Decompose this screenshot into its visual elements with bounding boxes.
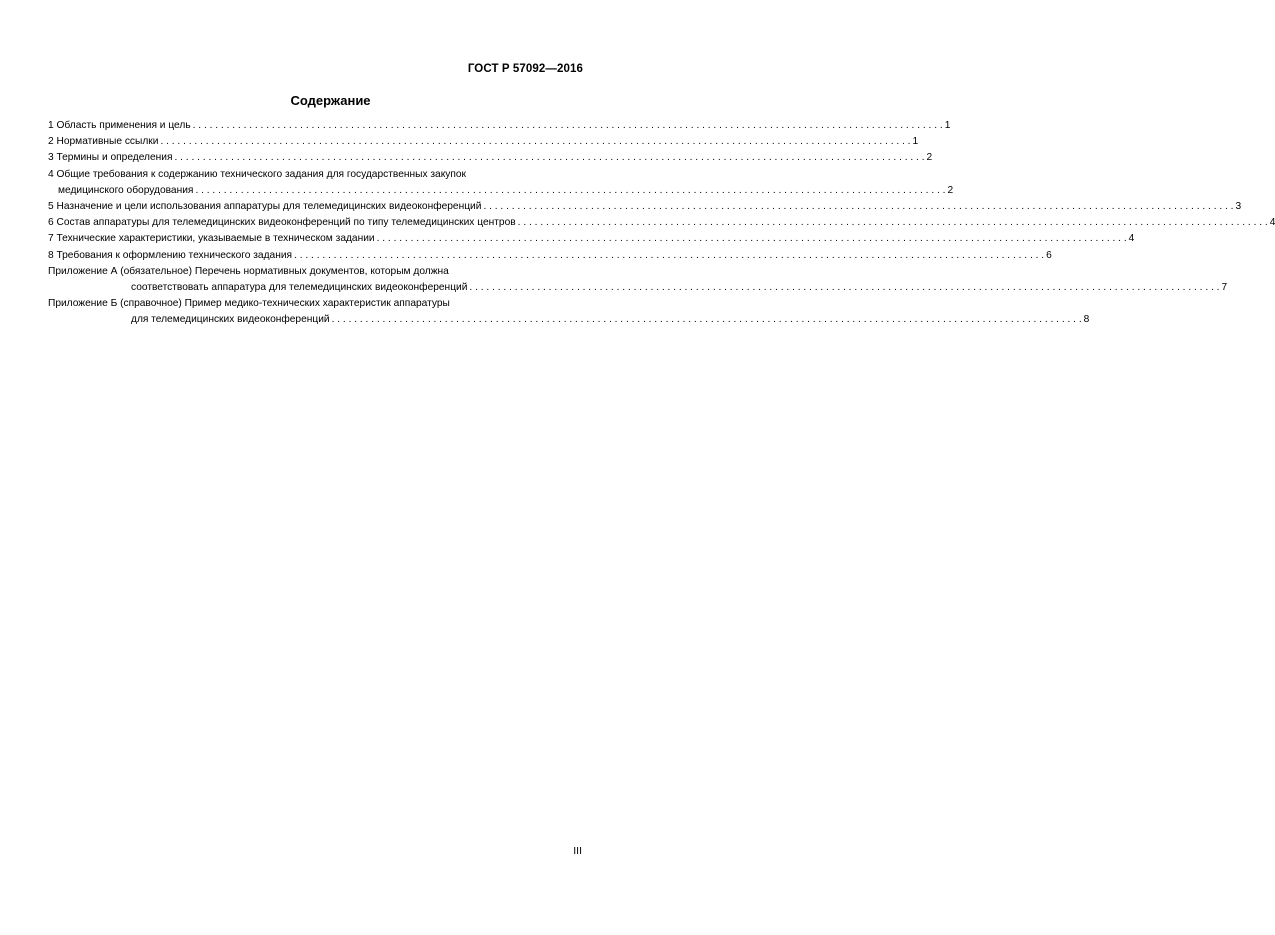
toc-entry-2[interactable] [48, 134, 919, 150]
toc-entry-page: 7 [1221, 282, 1228, 294]
dot-leader [294, 248, 1044, 264]
dot-leader [332, 312, 1082, 328]
toc-entry-page: 6 [1046, 249, 1052, 261]
dot-leader [174, 150, 924, 166]
toc-entry-text: 3 Термины и определения [48, 152, 173, 164]
toc-entry-text-line1: Приложение А (обязательное) Перечень нормативных документов, которым должна [48, 265, 449, 277]
toc-entry-page: 3 [1235, 201, 1242, 213]
toc-entry-7[interactable] [48, 231, 1135, 247]
page-number: III [573, 845, 582, 857]
toc-entry-page: 2 [947, 184, 954, 196]
toc-entry-text: 6 Состав аппаратуры для телемедицинских видеоконференций по типу телемедицинских центров [48, 217, 516, 229]
toc-entry-8[interactable] [48, 248, 1052, 264]
document-code: ГОСТ Р 57092—2016 [467, 63, 583, 75]
toc-entry-text: 5 Назначение и цели использования аппаратуры для телемедицинских видеоконференций [48, 201, 482, 213]
toc-entry-page: 1 [912, 136, 919, 148]
toc-entry-page: 1 [944, 120, 951, 131]
toc-entry-4[interactable] [48, 167, 954, 199]
toc-entry-page: 4 [1128, 233, 1135, 245]
dot-leader [483, 199, 1233, 215]
toc-entry-text-line1: Приложение Б (справочное) Пример медико-технических характеристик аппаратуры [48, 298, 450, 310]
toc-entry-text-line1: 4 Общие требования к содержанию технического задания для государственных закупок [48, 168, 467, 180]
dot-leader [377, 231, 1127, 247]
toc-entry-page: 4 [1269, 217, 1275, 229]
toc-entry-text: 7 Технические характеристики, указываемые в техническом задании [48, 233, 375, 245]
toc-entry-text-line2: для телемедицинских видеоконференций [131, 314, 330, 326]
toc-entry-3[interactable] [48, 150, 933, 166]
dot-leader [160, 134, 910, 150]
toc-entry-text: 1 Область применения и цель [48, 120, 191, 131]
dot-leader [193, 118, 943, 134]
toc-entry-appendix-b[interactable] [48, 296, 1090, 328]
toc-entry-5[interactable] [48, 199, 1242, 215]
dot-leader [469, 280, 1219, 296]
toc-title: Содержание [290, 93, 371, 108]
toc-entry-text-line2: медицинского оборудования [58, 184, 194, 196]
toc-entry-text: 8 Требования к оформлению технического задания [48, 249, 293, 261]
dot-leader [518, 215, 1268, 231]
toc-entry-text: 2 Нормативные ссылки [48, 136, 159, 148]
toc-entry-6[interactable] [48, 215, 1275, 231]
toc-entry-text-line2: соответствовать аппаратура для телемедицинских видеоконференций [131, 282, 468, 294]
toc-entry-page: 2 [926, 152, 933, 164]
dot-leader [195, 183, 945, 199]
table-of-contents [48, 118, 1275, 329]
toc-entry-page: 8 [1083, 314, 1090, 326]
toc-entry-1[interactable] [48, 118, 951, 134]
toc-entry-appendix-a[interactable] [48, 264, 1228, 296]
